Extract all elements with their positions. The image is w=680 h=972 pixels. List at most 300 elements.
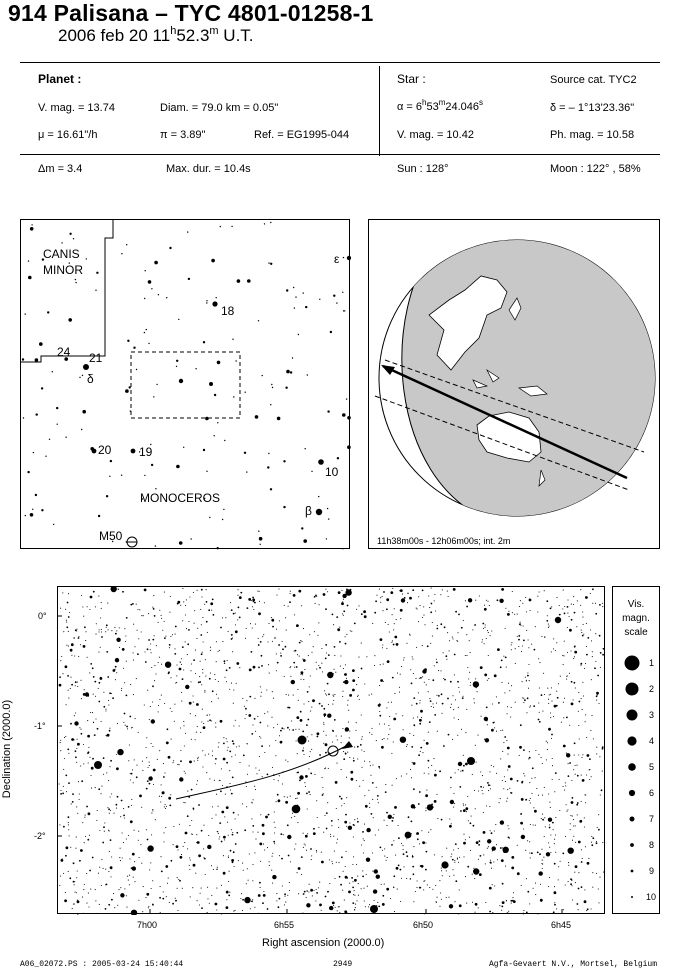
chart-star: [538, 702, 539, 703]
chart-star: [247, 774, 248, 775]
chart-star: [426, 684, 427, 685]
chart-star: [239, 617, 241, 619]
chart-star: [507, 912, 509, 914]
chart-star: [200, 634, 202, 636]
chart-star: [169, 902, 170, 903]
chart-star: [527, 891, 529, 893]
chart-star: [529, 782, 530, 783]
finder-star: [217, 361, 221, 365]
chart-star: [362, 876, 364, 878]
chart-star: [511, 867, 514, 870]
chart-star: [127, 876, 128, 877]
chart-star: [502, 780, 503, 781]
chart-star: [568, 865, 569, 866]
chart-star: [254, 786, 255, 787]
chart-star: [137, 630, 138, 631]
finder-star: [96, 272, 98, 274]
chart-star: [533, 705, 535, 707]
chart-star: [354, 909, 355, 910]
chart-star: [337, 839, 338, 840]
chart-star: [79, 727, 80, 728]
chart-star: [309, 634, 310, 635]
chart-star: [239, 725, 240, 726]
chart-star: [179, 764, 180, 765]
chart-star: [325, 658, 327, 660]
chart-star: [141, 807, 142, 808]
chart-star: [394, 911, 395, 912]
chart-star: [569, 762, 571, 764]
chart-star: [542, 868, 543, 869]
scale-mag-6: 6: [649, 788, 655, 798]
chart-star: [316, 662, 317, 663]
chart-star: [318, 622, 319, 623]
chart-star: [597, 827, 598, 828]
chart-star: [162, 898, 164, 900]
chart-star: [405, 739, 406, 740]
chart-star: [428, 773, 429, 774]
chart-star: [384, 820, 385, 821]
finder-star: [81, 429, 82, 430]
chart-star: [189, 596, 190, 597]
chart-star: [109, 766, 110, 767]
chart-star: [594, 667, 596, 669]
chart-star: [215, 763, 216, 764]
chart-star: [89, 870, 91, 872]
chart-star: [341, 856, 343, 858]
chart-star: [98, 631, 99, 632]
chart-star: [343, 871, 344, 872]
chart-star: [568, 763, 569, 764]
chart-star: [164, 621, 165, 622]
chart-star: [508, 765, 511, 768]
chart-star: [491, 868, 492, 869]
chart-star: [300, 719, 303, 722]
finder-star: [286, 289, 288, 291]
chart-star: [176, 682, 177, 683]
chart-star: [376, 787, 377, 788]
finder-star: [32, 509, 33, 510]
chart-star: [261, 665, 263, 667]
chart-star: [454, 860, 455, 861]
chart-star: [522, 645, 523, 646]
chart-star: [581, 775, 582, 776]
chart-star: [298, 700, 299, 701]
chart-star: [281, 858, 283, 860]
chart-star: [352, 669, 355, 672]
chart-star: [552, 779, 553, 780]
chart-star: [207, 715, 208, 716]
chart-star: [361, 643, 362, 644]
chart-star: [229, 667, 231, 669]
chart-star: [384, 884, 385, 885]
chart-star: [572, 797, 574, 799]
chart-star: [116, 808, 117, 809]
chart-star: [111, 793, 112, 794]
finder-star: [178, 319, 179, 320]
chart-star: [279, 775, 280, 776]
chart-star: [273, 779, 274, 780]
chart-star: [562, 853, 564, 855]
chart-star: [278, 588, 279, 589]
chart-star: [426, 851, 428, 853]
chart-star: [76, 806, 77, 807]
chart-star: [210, 673, 211, 674]
chart-star: [467, 796, 468, 797]
chart-star: [386, 860, 387, 861]
chart-star: [115, 633, 117, 635]
chart-star: [218, 806, 219, 807]
chart-star: [510, 716, 511, 717]
chart-star: [432, 622, 433, 623]
chart-star: [75, 685, 76, 686]
chart-star: [319, 882, 320, 883]
chart-star: [181, 664, 182, 665]
chart-star: [585, 721, 586, 722]
finder-star: [211, 259, 215, 263]
chart-star: [419, 887, 421, 889]
chart-star: [527, 675, 529, 677]
chart-star: [361, 714, 362, 715]
chart-star: [517, 614, 518, 615]
chart-star: [102, 842, 104, 844]
chart-star: [357, 758, 358, 759]
chart-star: [290, 676, 291, 677]
chart-star: [216, 888, 217, 889]
chart-star: [316, 851, 317, 852]
chart-star: [262, 902, 264, 904]
finder-star: [336, 302, 337, 303]
chart-star: [585, 596, 588, 599]
time-suffix: U.T.: [218, 26, 254, 45]
chart-star: [503, 742, 504, 743]
chart-star: [275, 755, 276, 756]
chart-star: [61, 656, 62, 657]
chart-star: [210, 647, 211, 648]
chart-star: [264, 849, 265, 850]
chart-star: [323, 743, 324, 744]
chart-star: [216, 909, 217, 910]
scale-mag-2: 2: [649, 684, 655, 694]
chart-star: [286, 694, 287, 695]
chart-star: [341, 736, 342, 737]
chart-star: [505, 866, 506, 867]
chart-star: [183, 802, 184, 803]
chart-star: [463, 765, 465, 767]
chart-star: [392, 588, 393, 589]
chart-star: [169, 612, 170, 613]
chart-star: [505, 781, 506, 782]
chart-star: [578, 725, 579, 726]
chart-star: [566, 811, 567, 812]
chart-star: [163, 891, 164, 892]
chart-star: [193, 808, 195, 810]
chart-star: [289, 729, 290, 730]
chart-star: [170, 794, 171, 795]
chart-star: [478, 790, 479, 791]
chart-star: [549, 824, 550, 825]
chart-star: [436, 695, 437, 696]
chart-star: [550, 694, 551, 695]
chart-star: [152, 746, 153, 747]
chart-star: [517, 636, 518, 637]
chart-star: [449, 904, 453, 908]
chart-star: [324, 815, 325, 816]
chart-star: [488, 632, 489, 633]
chart-star: [185, 641, 186, 642]
chart-star: [207, 845, 211, 849]
chart-star: [525, 850, 526, 851]
chart-star: [369, 807, 370, 808]
alpha-h: h: [422, 98, 427, 107]
chart-star: [277, 662, 279, 664]
chart-star: [553, 638, 554, 639]
chart-star: [152, 809, 153, 810]
chart-star: [85, 640, 86, 641]
chart-star: [529, 800, 530, 801]
finder-star: [95, 290, 96, 291]
finder-star: [342, 292, 343, 293]
chart-star: [424, 682, 425, 683]
chart-star: [458, 762, 462, 766]
chart-star: [389, 728, 390, 729]
chart-star: [417, 717, 418, 718]
chart-star: [63, 631, 64, 632]
chart-star: [507, 613, 510, 616]
chart-star: [284, 896, 285, 897]
chart-star: [490, 830, 491, 831]
chart-star: [287, 895, 288, 896]
chart-star: [338, 819, 339, 820]
star-label-18: 18: [221, 304, 235, 318]
chart-star: [518, 635, 520, 637]
chart-star: [560, 676, 561, 677]
chart-star: [176, 675, 177, 676]
chart-star: [460, 771, 461, 772]
chart-star: [475, 903, 478, 906]
chart-star: [494, 885, 495, 886]
chart-star: [276, 900, 277, 901]
finder-star: [57, 424, 58, 425]
chart-star: [548, 818, 552, 822]
finder-star: [166, 297, 167, 298]
chart-star: [232, 834, 234, 836]
chart-star: [409, 733, 410, 734]
chart-star: [276, 801, 277, 802]
chart-star: [236, 683, 237, 684]
chart-star: [488, 655, 489, 656]
chart-star: [591, 715, 592, 716]
chart-star: [491, 832, 493, 834]
chart-star: [533, 824, 534, 825]
chart-star: [90, 663, 92, 665]
event-datetime: [58, 26, 254, 46]
chart-star: [441, 693, 443, 695]
chart-star: [596, 753, 597, 754]
chart-star: [79, 793, 80, 794]
chart-star: [77, 900, 80, 903]
chart-star: [579, 738, 580, 739]
chart-star: [133, 694, 134, 695]
chart-star: [526, 611, 527, 612]
chart-star: [68, 690, 69, 691]
chart-star: [406, 773, 407, 774]
chart-star: [218, 698, 219, 699]
chart-star: [161, 784, 162, 785]
chart-star: [294, 667, 295, 668]
chart-star: [164, 592, 165, 593]
chart-star: [309, 686, 310, 687]
chart-star: [566, 679, 567, 680]
chart-star: [158, 705, 159, 706]
chart-star: [332, 704, 333, 705]
chart-star: [487, 839, 491, 843]
chart-star: [489, 785, 490, 786]
chart-star: [426, 790, 427, 791]
chart-star: [92, 758, 94, 760]
chart-star: [436, 659, 437, 660]
chart-star: [339, 912, 340, 913]
chart-star: [461, 729, 462, 730]
chart-star: [362, 736, 363, 737]
chart-star: [323, 722, 324, 723]
chart-star: [108, 904, 110, 906]
chart-star: [418, 754, 420, 756]
chart-star: [567, 606, 569, 608]
chart-star: [451, 854, 452, 855]
chart-star: [461, 627, 463, 629]
minute-unit: m: [209, 25, 219, 37]
chart-star: [184, 842, 185, 843]
chart-star: [430, 611, 432, 613]
chart-star: [515, 648, 516, 649]
chart-star: [406, 643, 407, 644]
chart-star: [98, 701, 100, 703]
chart-star: [117, 905, 118, 906]
chart-star: [285, 617, 286, 618]
chart-star: [310, 675, 311, 676]
chart-star: [417, 608, 418, 609]
chart-star: [254, 602, 256, 604]
chart-star: [393, 887, 394, 888]
chart-star: [392, 614, 393, 615]
chart-star: [64, 899, 67, 902]
chart-star: [205, 755, 206, 756]
chart-star: [418, 596, 419, 597]
chart-star: [144, 589, 147, 592]
chart-star: [332, 741, 333, 742]
chart-star: [525, 597, 526, 598]
chart-star: [316, 669, 317, 670]
chart-star: [580, 665, 581, 666]
finder-star: [290, 371, 292, 373]
chart-star: [130, 604, 132, 606]
chart-star: [332, 695, 333, 696]
finder-star: [301, 527, 303, 529]
chart-star: [171, 860, 173, 862]
chart-star: [130, 820, 133, 823]
chart-star: [579, 701, 581, 703]
chart-star: [331, 820, 333, 822]
chart-star: [183, 721, 184, 722]
chart-star: [114, 627, 115, 628]
chart-star: [106, 772, 107, 773]
chart-star: [221, 885, 222, 886]
chart-star: [310, 751, 311, 752]
chart-star: [329, 883, 330, 884]
chart-star: [193, 695, 194, 696]
chart-star: [584, 900, 587, 903]
chart-star: [83, 616, 84, 617]
chart-star: [522, 697, 523, 698]
finder-star: [25, 515, 26, 516]
chart-star: [363, 610, 366, 613]
chart-star: [526, 912, 528, 914]
chart-star: [246, 786, 247, 787]
finder-star: [262, 375, 263, 376]
chart-star: [226, 738, 227, 739]
chart-star: [220, 627, 222, 629]
chart-star: [261, 745, 263, 747]
chart-star: [376, 875, 380, 879]
chart-star: [293, 594, 296, 597]
finder-star: [36, 413, 38, 415]
chart-star: [163, 832, 164, 833]
chart-star: [148, 767, 149, 768]
chart-star: [406, 838, 407, 839]
chart-star: [458, 719, 459, 720]
chart-star: [138, 840, 139, 841]
chart-star: [500, 666, 502, 668]
chart-star: [269, 865, 270, 866]
chart-star: [382, 850, 383, 851]
chart-star: [59, 885, 60, 886]
chart-star: [364, 840, 365, 841]
chart-star: [565, 782, 566, 783]
chart-star: [217, 869, 218, 870]
chart-star: [280, 741, 283, 744]
chart-star: [90, 889, 91, 890]
chart-star: [392, 820, 394, 822]
finder-star: [303, 539, 307, 543]
finder-star: [65, 437, 66, 438]
chart-star: [583, 624, 584, 625]
chart-star: [228, 881, 229, 882]
chart-star: [295, 798, 296, 799]
chart-star: [462, 697, 464, 699]
chart-star: [263, 894, 266, 897]
chart-star: [179, 668, 182, 671]
chart-star: [362, 870, 363, 871]
chart-star: [232, 777, 234, 779]
chart-star: [586, 774, 587, 775]
chart-star: [585, 714, 586, 715]
chart-star: [333, 624, 334, 625]
chart-star: [565, 884, 566, 885]
star-source: Source cat. TYC2: [550, 74, 637, 86]
chart-star: [507, 747, 510, 750]
chart-star: [389, 631, 390, 632]
star-label-10: 10: [325, 465, 339, 479]
chart-star: [592, 588, 594, 590]
chart-star: [300, 711, 302, 713]
finder-star: [203, 449, 205, 451]
chart-star: [269, 861, 270, 862]
chart-star: [511, 642, 512, 643]
chart-star: [183, 601, 184, 602]
chart-star: [488, 784, 490, 786]
chart-star: [498, 702, 500, 704]
chart-star: [411, 821, 413, 823]
